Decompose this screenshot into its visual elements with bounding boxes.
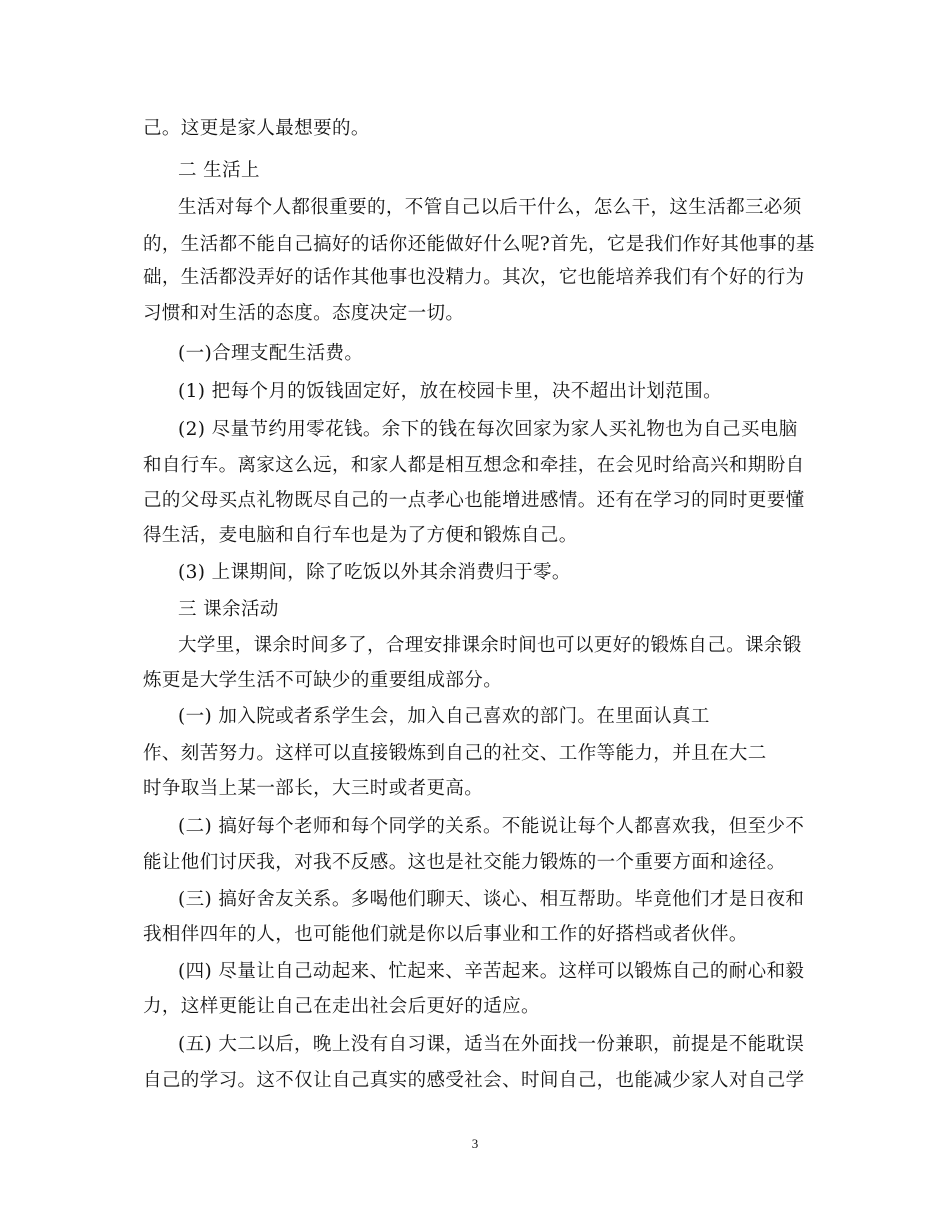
text-line: 能让他们讨厌我，对我不反感。这也是社交能力锻炼的一个重要方面和途径。 xyxy=(143,852,786,873)
text-line: 己的父母买点礼物既尽自己的一点孝心也能增进感情。还有在学习的同时更要懂 xyxy=(143,490,805,511)
text-line: 作、刻苦努力。这样可以直接锻炼到自己的社交、工作等能力，并且在大二 xyxy=(143,743,767,764)
page-number: 3 xyxy=(471,1136,479,1151)
text-line: 力，这样更能让自己在走出社会后更好的适应。 xyxy=(143,996,540,1017)
text-line: 习惯和对生活的态度。态度决定一切。 xyxy=(143,303,465,324)
text-line: 己。这更是家人最想要的。 xyxy=(143,118,370,139)
list-item: (一) 加入院或者系学生会，加入自己喜欢的部门。在里面认真工 xyxy=(178,706,710,727)
text-line: 和自行车。离家这么远，和家人都是相互想念和牵挂，在会见时给高兴和期盼自 xyxy=(143,455,805,476)
text-line: 大学里，课余时间多了，合理安排课余时间也可以更好的锻炼自己。课余锻 xyxy=(178,635,802,656)
list-item: (四) 尽量让自己动起来、忙起来、辛苦起来。这样可以锻炼自己的耐心和毅 xyxy=(178,961,805,982)
text-line: 时争取当上某一部长，大三时或者更高。 xyxy=(143,778,484,799)
text-line: 生活对每个人都很重要的，不管自己以后干什么，怎么干，这生活都三必须 xyxy=(178,197,802,218)
list-item: (二) 搞好每个老师和每个同学的关系。不能说让每个人都喜欢我，但至少不 xyxy=(178,816,805,837)
text-line: 炼更是大学生活不可缺少的重要组成部分。 xyxy=(143,670,503,691)
list-item: (2) 尽量节约用零花钱。余下的钱在每次回家为家人买礼物也为自己买电脑 xyxy=(178,419,798,440)
text-line: 自己的学习。这不仅让自己真实的感受社会、时间自己，也能减少家人对自己学 xyxy=(143,1070,805,1091)
text-line: 础，生活都没弄好的话作其他事也没精力。其次，它也能培养我们有个好的行为 xyxy=(143,267,805,288)
list-item: (1) 把每个月的饭钱固定好，放在校园卡里，决不超出计划范围。 xyxy=(178,381,722,402)
section-heading: 三 课余活动 xyxy=(178,599,279,620)
list-item: (三) 搞好舍友关系。多喝他们聊天、谈心、相互帮助。毕竟他们才是日夜和 xyxy=(178,889,805,910)
list-item: (五) 大二以后，晚上没有自习课，适当在外面找一份兼职，前提是不能耽误 xyxy=(178,1034,805,1055)
list-item: (3) 上课期间，除了吃饭以外其余消费归于零。 xyxy=(178,562,571,583)
text-line: 我相伴四年的人，也可能他们就是你以后事业和工作的好搭档或者伙伴。 xyxy=(143,924,748,945)
section-heading: 二 生活上 xyxy=(178,160,260,181)
text-line: 得生活，麦电脑和自行车也是为了方便和锻炼自己。 xyxy=(143,525,578,546)
text-line: 的，生活都不能自己搞好的话你还能做好什么呢?首先，它是我们作好其他事的基 xyxy=(143,234,815,255)
subsection-heading: (一)合理支配生活费。 xyxy=(178,343,364,364)
